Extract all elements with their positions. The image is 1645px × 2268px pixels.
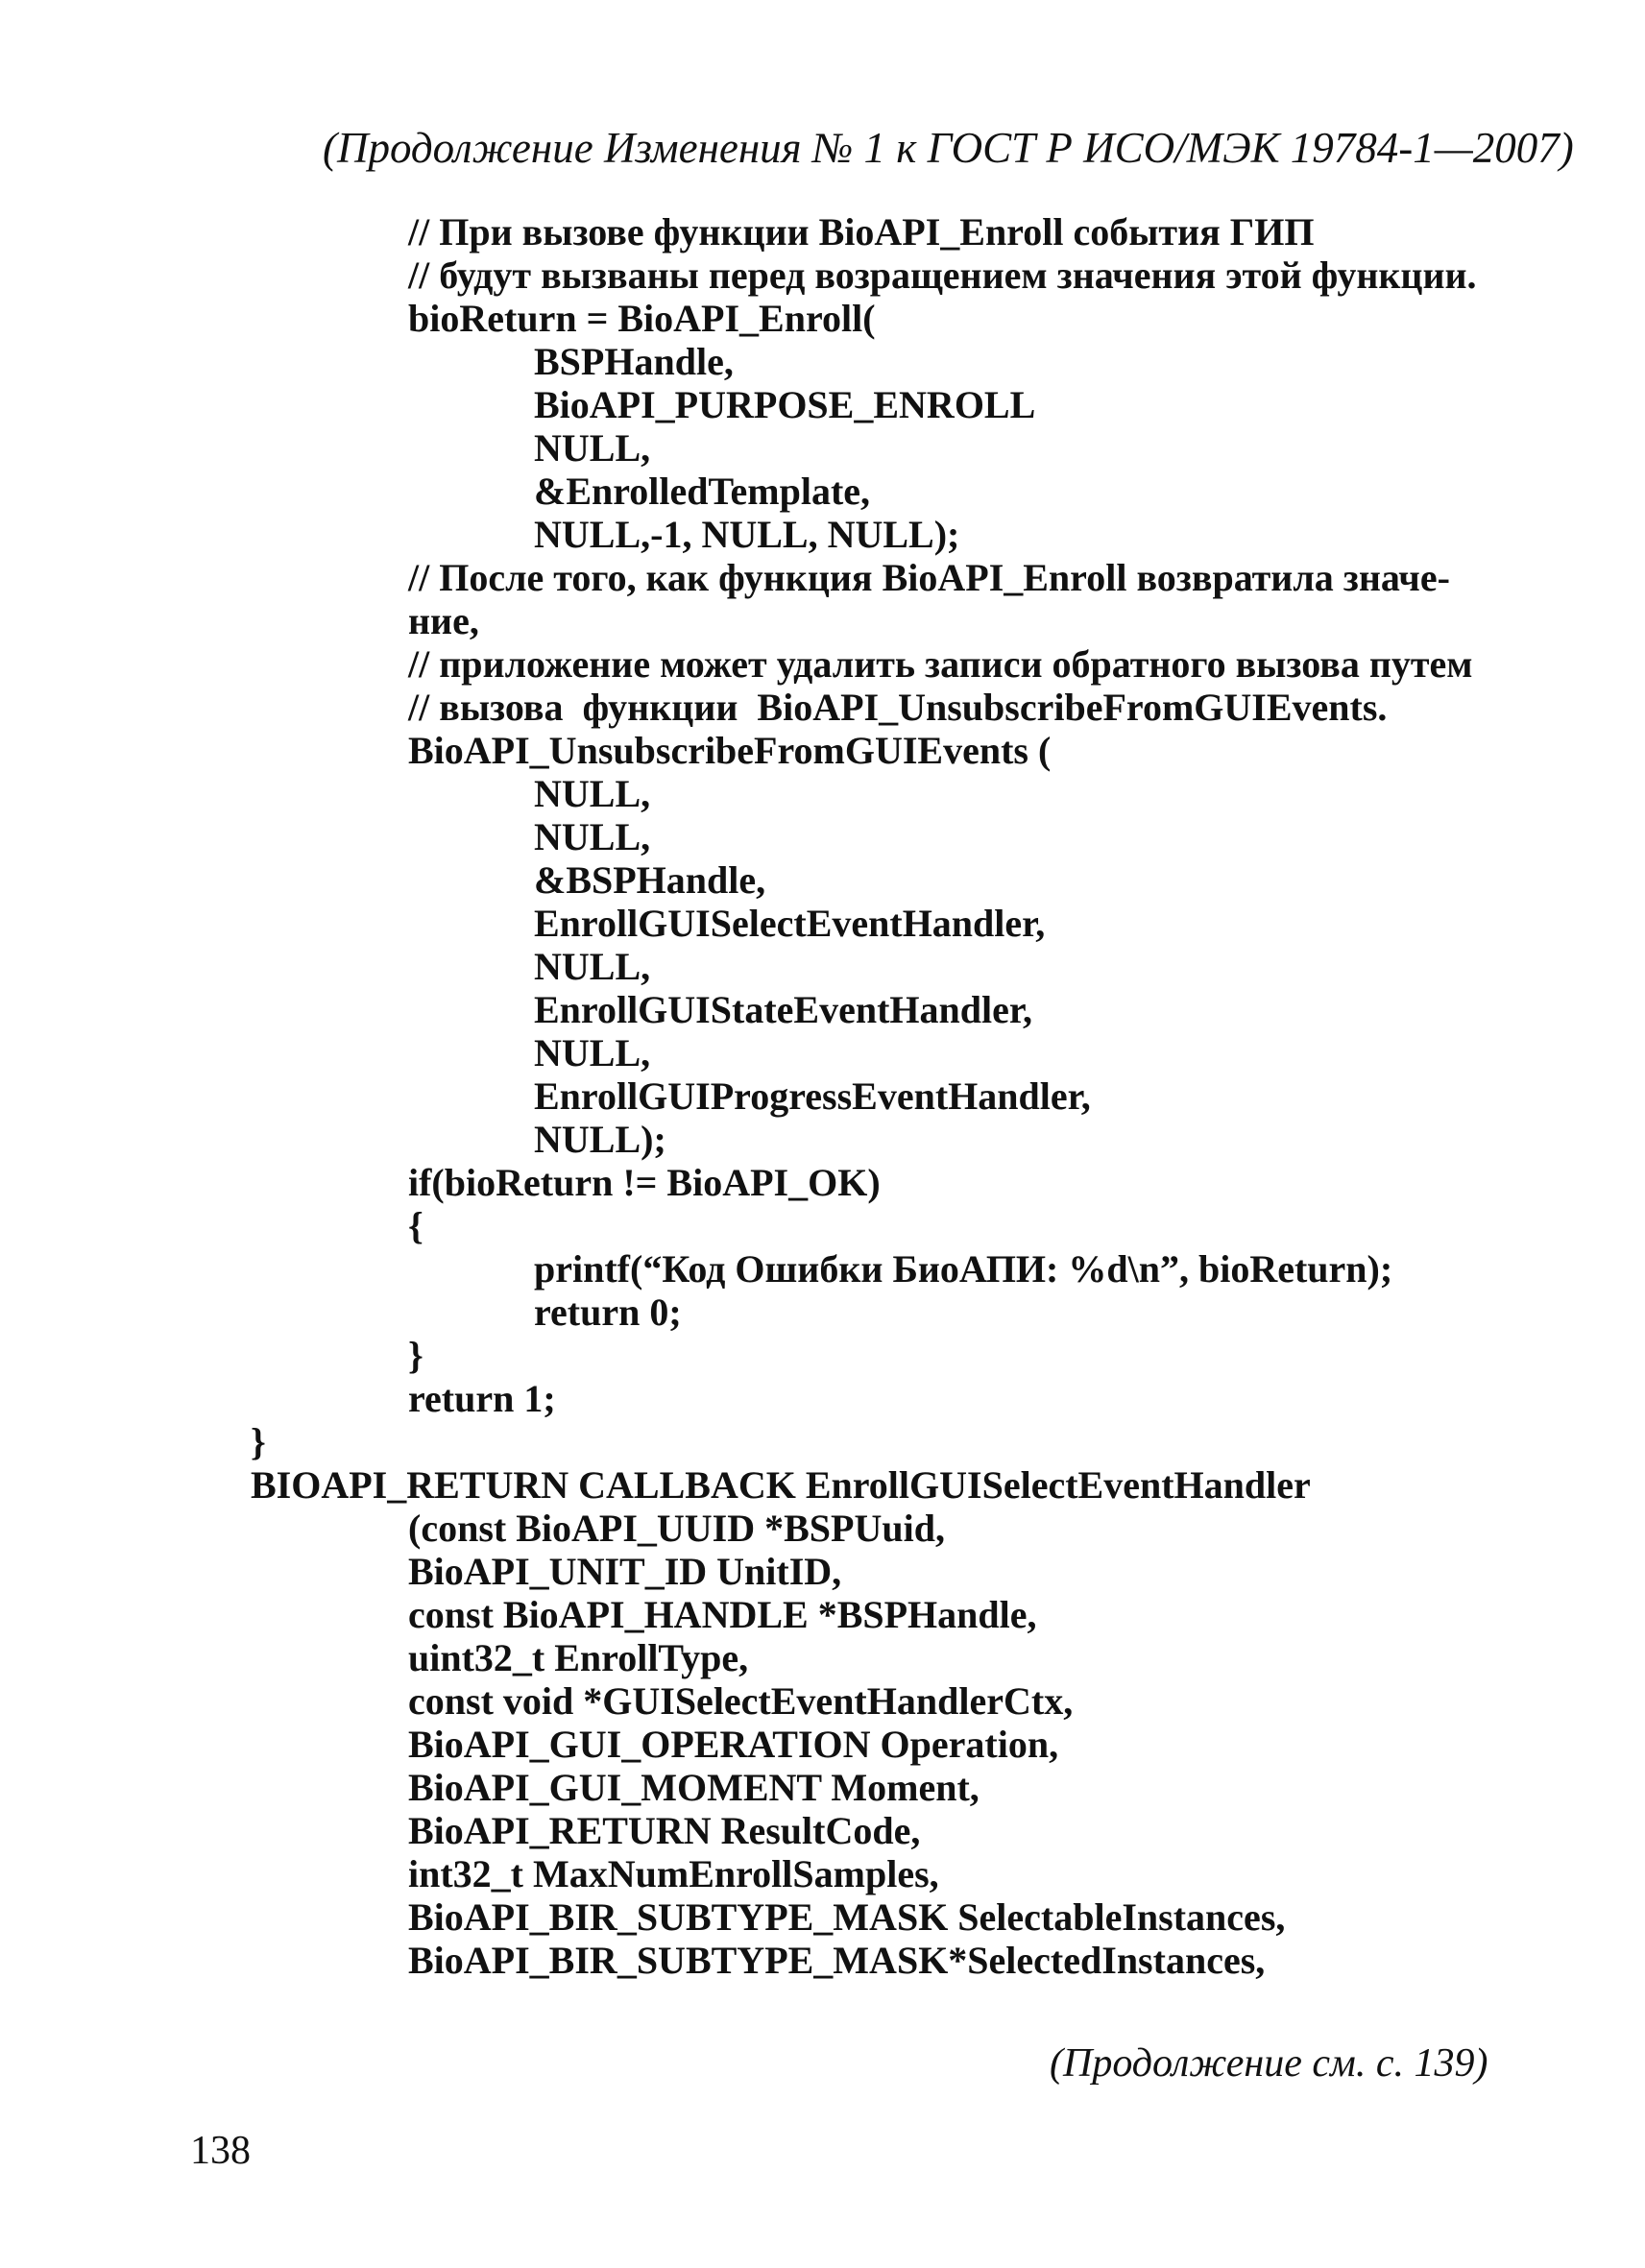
code-line: BioAPI_RETURN ResultCode, (408, 1809, 921, 1852)
code-line: const void *GUISelectEventHandlerCtx, (408, 1679, 1074, 1723)
continuation-note: (Продолжение см. с. 139) (1050, 2041, 1488, 2086)
code-line: NULL, (534, 426, 651, 470)
code-line: // При вызове функции BioAPI_Enroll события ГИП (408, 210, 1315, 253)
code-line: uint32_t EnrollType, (408, 1636, 749, 1679)
code-line: NULL, (534, 772, 651, 815)
code-line: &EnrolledTemplate, (534, 470, 871, 513)
code-line: (const BioAPI_UUID *BSPUuid, (408, 1507, 945, 1550)
code-line: NULL); (534, 1118, 666, 1161)
code-line: printf(“Код Ошибки БиоАПИ: %d\n”, bioReturn); (534, 1247, 1393, 1291)
code-line: { (408, 1204, 423, 1247)
code-line: BioAPI_UNIT_ID UnitID, (408, 1550, 842, 1593)
code-line: if(bioReturn != BioAPI_OK) (408, 1161, 881, 1204)
code-line: NULL, (534, 1031, 651, 1074)
code-line: // После того, как функция BioAPI_Enroll возвратила значе- (408, 556, 1450, 599)
code-line: const BioAPI_HANDLE *BSPHandle, (408, 1593, 1037, 1636)
code-line: } (251, 1420, 266, 1463)
code-line: // будут вызваны перед возращением значения этой функции. (408, 253, 1477, 297)
code-line: &BSPHandle, (534, 858, 766, 902)
code-line: } (408, 1334, 423, 1377)
code-line: BioAPI_PURPOSE_ENROLL (534, 383, 1036, 426)
code-line: NULL,-1, NULL, NULL); (534, 513, 960, 556)
code-line: bioReturn = BioAPI_Enroll( (408, 297, 876, 340)
code-line: // приложение может удалить записи обратного вызова путем (408, 642, 1473, 686)
code-line: return 0; (534, 1291, 682, 1334)
code-line: ние, (408, 599, 479, 642)
code-line: BSPHandle, (534, 340, 734, 383)
code-line: return 1; (408, 1377, 556, 1420)
code-line: EnrollGUIStateEventHandler, (534, 988, 1032, 1031)
code-line: BioAPI_GUI_OPERATION Operation, (408, 1723, 1059, 1766)
code-line: BIOAPI_RETURN CALLBACK EnrollGUISelectEventHandler (251, 1463, 1311, 1507)
code-line: BioAPI_UnsubscribeFromGUIEvents ( (408, 729, 1052, 772)
code-line: BioAPI_BIR_SUBTYPE_MASK*SelectedInstances, (408, 1939, 1266, 1982)
code-line: // вызова функции BioAPI_UnsubscribeFromGUIEvents. (408, 686, 1388, 729)
page-number: 138 (190, 2129, 251, 2173)
code-line: NULL, (534, 815, 651, 858)
code-line: EnrollGUIProgressEventHandler, (534, 1074, 1091, 1118)
code-line: EnrollGUISelectEventHandler, (534, 902, 1046, 945)
code-line: BioAPI_BIR_SUBTYPE_MASK SelectableInstances, (408, 1895, 1286, 1939)
code-line: NULL, (534, 945, 651, 988)
code-line: int32_t MaxNumEnrollSamples, (408, 1852, 939, 1895)
code-line: BioAPI_GUI_MOMENT Moment, (408, 1766, 980, 1809)
page-header: (Продолжение Изменения № 1 к ГОСТ Р ИСО/МЭК 19784-1—2007) (323, 124, 1574, 172)
